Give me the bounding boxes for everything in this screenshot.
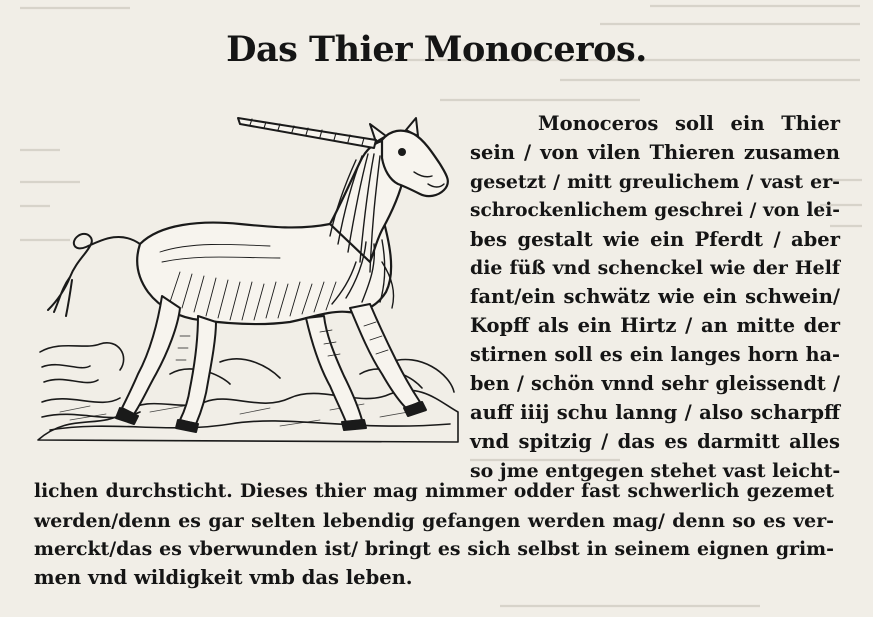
- text-beside-illustration: [470, 110, 840, 486]
- page-title: Das Thier Monoceros.: [226, 29, 647, 70]
- text-line: werden/denn es gar selten lebendig gefangen werden mag/ denn so es ver-: [34, 509, 834, 532]
- unicorn-woodcut-icon: [30, 112, 465, 452]
- text-line: merckt/das es vberwunden ist/ bringt es sich selbst in seinem eignen grim-: [34, 538, 834, 560]
- text-line: schrockenlichem geschrei / von lei-: [470, 199, 840, 221]
- text-line: fant/ein schwätz wie ein schwein/: [470, 285, 840, 309]
- text-line: so jme entgegen stehet vast leicht-: [470, 459, 841, 482]
- text-line: men vnd wildigkeit vmb das leben.: [34, 565, 413, 589]
- text-line: auff iiij schu lanng / also scharpff: [470, 400, 840, 424]
- text-line: stirnen soll es ein langes horn ha-: [470, 343, 840, 367]
- text-line: bes gestalt wie ein Pferdt / aber: [470, 227, 840, 251]
- text-line: ben / schön vnnd sehr gleissendt /: [470, 372, 840, 396]
- text-full-width: [34, 478, 834, 592]
- tail: [48, 234, 140, 316]
- text-line: vnd spitzig / das es darmitt alles: [470, 429, 840, 453]
- text-line: lichen durchsticht. Dieses thier mag nimmer odder fast schwerlich gezemet: [34, 481, 834, 502]
- text-line: gesetzt / mitt greulichem / vast er-: [470, 170, 840, 193]
- text-line: sein / von vilen Thieren zusamen: [470, 140, 840, 164]
- text-line: Kopff als ein Hirtz / an mitte der: [470, 314, 840, 338]
- text-line: die füß vnd schenckel wie der Helf: [470, 257, 840, 280]
- text-line: Monoceros soll ein Thier: [538, 112, 840, 135]
